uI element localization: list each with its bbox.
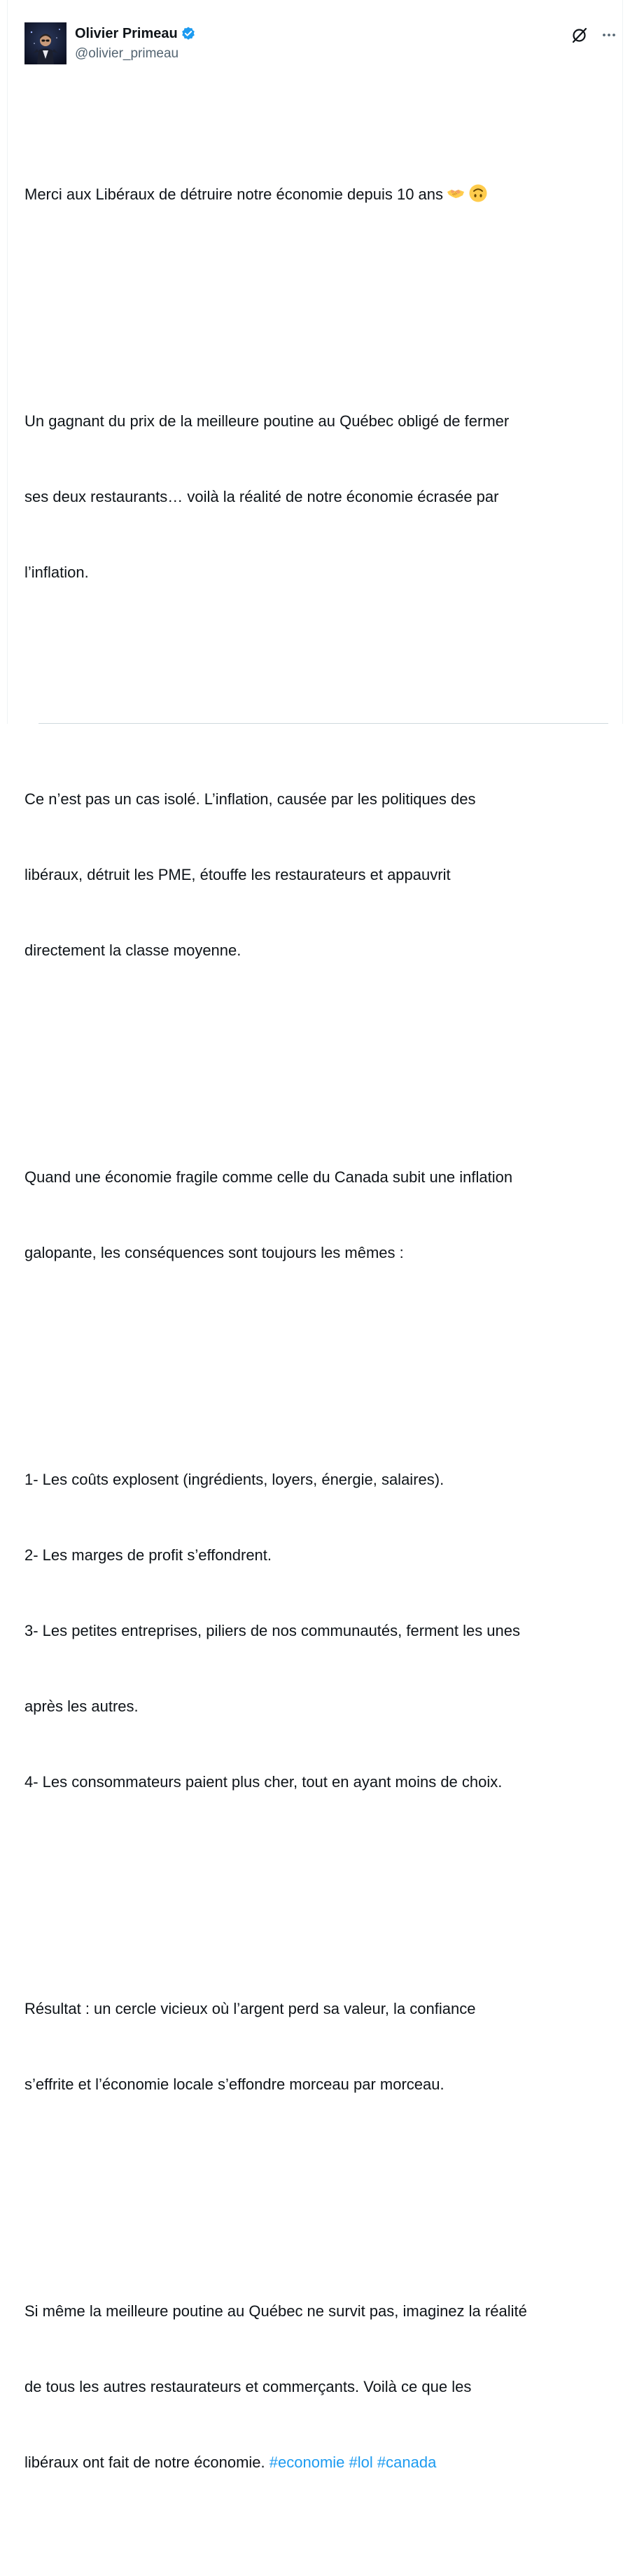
grok-icon (570, 26, 589, 48)
divider (38, 723, 608, 724)
avatar[interactable] (24, 22, 66, 64)
tweet-card (7, 0, 623, 2471)
list-item: 4- Les consommateurs paient plus cher, tout en ayant moins de choix. (24, 1773, 503, 1791)
text-line: Si même la meilleure poutine au Québec ne survit pas, imaginez la réalité (24, 2302, 527, 2320)
list-item: 2- Les marges de profit s’effondrent. (24, 1546, 272, 1564)
verified-badge-icon[interactable] (181, 26, 196, 41)
display-name[interactable]: Olivier Primeau (75, 26, 178, 41)
intro-text: Merci aux Libéraux de détruire notre économie depuis 10 ans (24, 186, 444, 203)
tweet-header (24, 22, 622, 67)
display-name-row[interactable] (75, 24, 196, 43)
hashtag-economie[interactable]: #economie (269, 2454, 345, 2471)
tweet-text (24, 81, 621, 2576)
list-item: 1- Les coûts explosent (ingrédients, loyers, énergie, salaires). (24, 1471, 444, 1488)
text-line: libéraux ont fait de notre économie. (24, 2454, 265, 2471)
list-item-continuation: après les autres. (24, 1698, 139, 1715)
text-line: directement la classe moyenne. (24, 941, 241, 959)
author-names (75, 24, 196, 63)
text-line: Un gagnant du prix de la meilleure poutine au Québec obligé de fermer (24, 412, 510, 430)
hashtag-lol[interactable]: #lol (349, 2454, 373, 2471)
handshake-emoji-icon (446, 183, 465, 203)
numbered-list (24, 1417, 621, 1845)
text-line: de tous les autres restaurateurs et commerçants. Voilà ce que les (24, 2378, 472, 2395)
text-line: ses deux restaurants… voilà la réalité de notre économie écrasée par (24, 488, 499, 505)
paragraph-6 (24, 1946, 621, 2148)
text-line: libéraux, détruit les PME, étouffe les restaurateurs et appauvrit (24, 866, 451, 883)
text-line: galopante, les conséquences sont toujours les mêmes : (24, 1244, 404, 1261)
grok-button[interactable] (570, 27, 589, 46)
author-handle[interactable]: @olivier_primeau (75, 46, 179, 61)
upside-down-face-emoji-icon (468, 183, 488, 203)
more-options-button[interactable] (599, 27, 619, 46)
hashtag-canada[interactable]: #canada (377, 2454, 437, 2471)
text-line: s’effrite et l’économie locale s’effondre morceau par morceau. (24, 2076, 444, 2093)
paragraph-2 (24, 358, 621, 636)
text-line: l’inflation. (24, 564, 89, 581)
text-line: Ce n’est pas un cas isolé. L’inflation, causée par les politiques des (24, 790, 476, 808)
list-item: 3- Les petites entreprises, piliers de nos communautés, ferment les unes (24, 1622, 521, 1639)
paragraph-intro (24, 132, 621, 258)
more-options-icon (601, 27, 617, 47)
text-line: Quand une économie fragile comme celle du Canada subit une inflation (24, 1168, 513, 1186)
paragraph-7 (24, 2248, 621, 2526)
paragraph-4 (24, 1114, 621, 1316)
text-line: Résultat : un cercle vicieux où l’argent perd sa valeur, la confiance (24, 2000, 476, 2017)
paragraph-3 (24, 736, 621, 1014)
